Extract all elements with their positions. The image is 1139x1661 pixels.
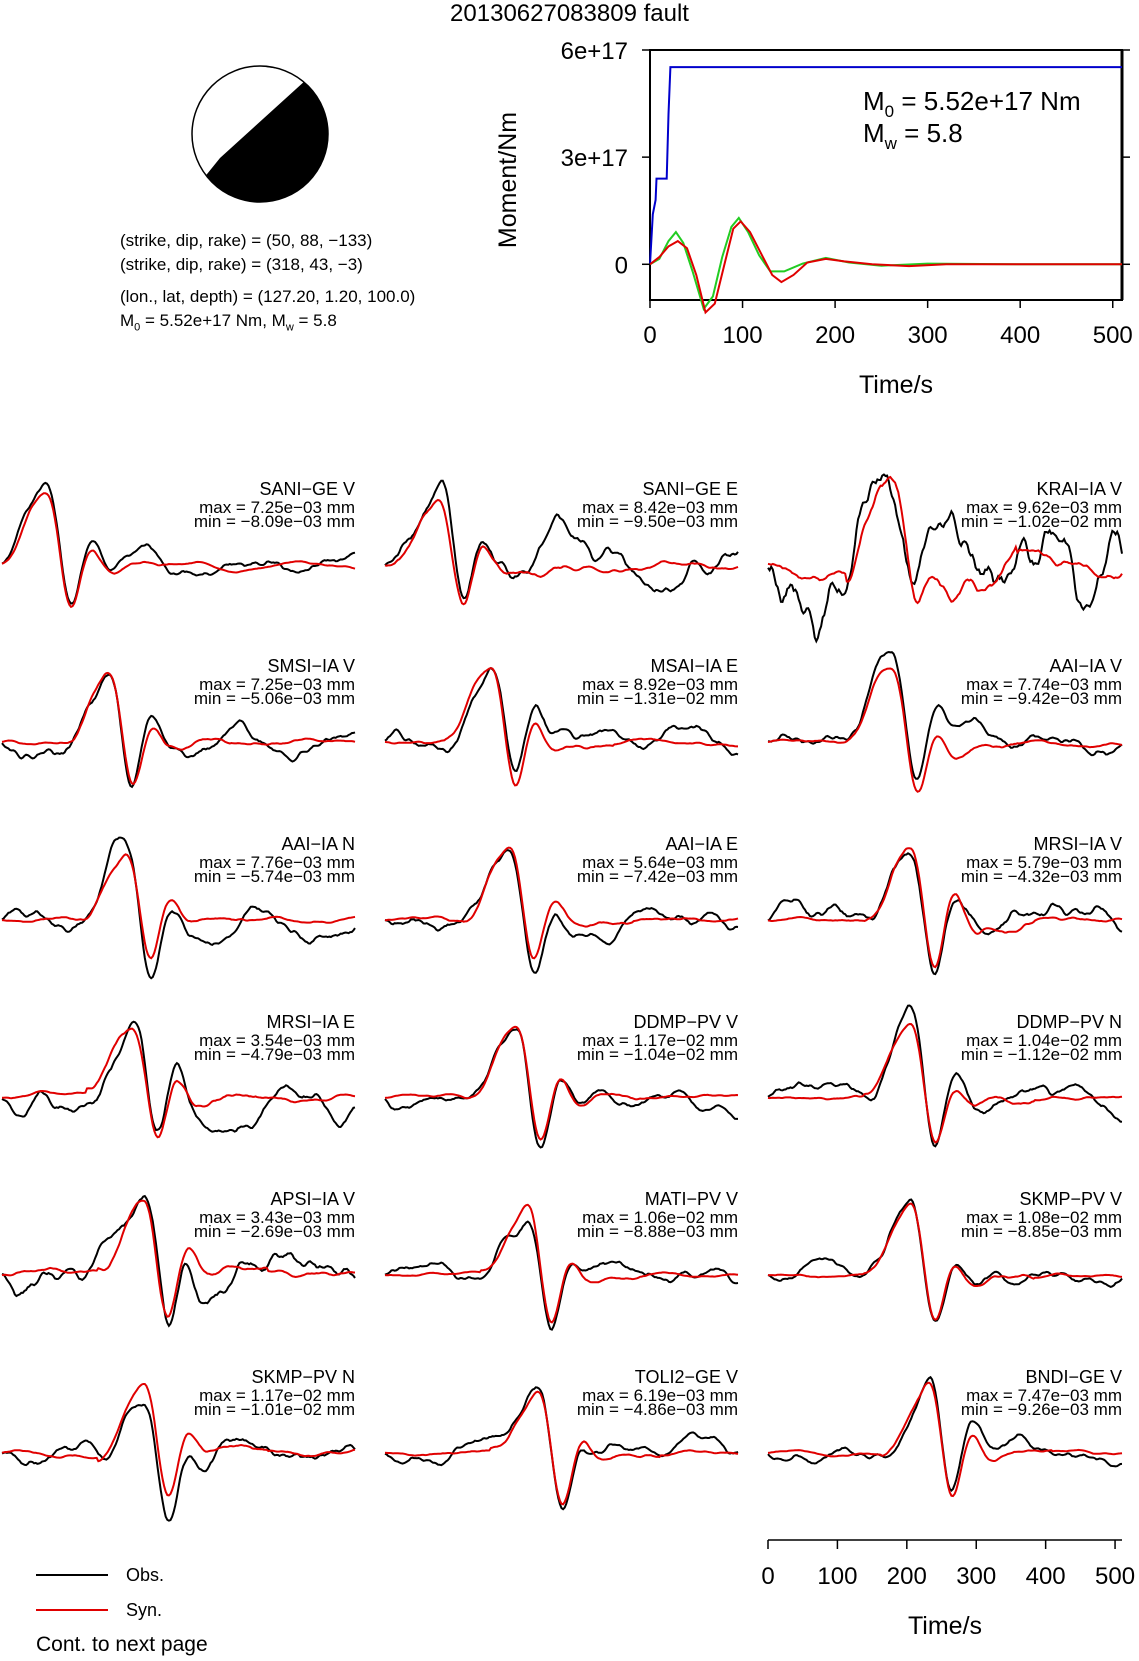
trace-min-label: min = −8.85e−03 mm: [960, 1222, 1122, 1241]
trace-panel: [385, 1367, 738, 1509]
trace-station-label: MSAI−IA E: [650, 656, 738, 676]
bottom-xtick-label: 400: [1025, 1563, 1066, 1590]
trace-station-label: AAI−IA V: [1049, 656, 1122, 676]
trace-min-label: min = −7.42e−03 mm: [576, 867, 738, 886]
legend-obs-label: Obs.: [126, 1565, 165, 1585]
trace-station-label: SKMP−PV N: [251, 1367, 355, 1387]
waveform-grid: [2, 475, 1122, 1521]
trace-panel: [768, 1006, 1122, 1147]
trace-panel: [768, 475, 1122, 642]
trace-max-label: max = 1.04e−02 mm: [966, 1031, 1122, 1050]
moment-ylabel: Moment/Nm: [494, 111, 522, 249]
fault-plane-2: (strike, dip, rake) = (318, 43, −3): [120, 255, 363, 274]
trace-max-label: max = 7.47e−03 mm: [966, 1386, 1122, 1405]
trace-min-label: min = −1.12e−02 mm: [960, 1045, 1122, 1064]
trace-panel: [385, 834, 738, 973]
trace-panel: [2, 834, 355, 978]
trace-max-label: max = 1.17e−02 mm: [199, 1386, 355, 1405]
trace-max-label: max = 3.43e−03 mm: [199, 1208, 355, 1227]
trace-max-label: max = 1.17e−02 mm: [582, 1031, 738, 1050]
trace-min-label: min = −8.88e−03 mm: [576, 1222, 738, 1241]
moment-ytick-label: 0: [614, 252, 628, 280]
trace-station-label: MRSI−IA V: [1033, 834, 1122, 854]
moment-info: $M_0 = 5.52e+17$ Nm, $M_w = 5.8$: [120, 311, 337, 334]
trace-min-label: min = −1.01e−02 mm: [193, 1400, 355, 1419]
trace-min-label: min = −9.50e−03 mm: [576, 512, 738, 531]
trace-max-label: max = 3.54e−03 mm: [199, 1031, 355, 1050]
trace-min-label: min = −4.32e−03 mm: [960, 867, 1122, 886]
location-info: (lon., lat, depth) = (127.20, 1.20, 100.0): [120, 287, 416, 306]
trace-max-label: max = 6.19e−03 mm: [582, 1386, 738, 1405]
trace-max-label: max = 7.25e−03 mm: [199, 498, 355, 517]
trace-panel: [768, 1367, 1122, 1496]
trace-max-label: max = 7.76e−03 mm: [199, 853, 355, 872]
trace-station-label: APSI−IA V: [270, 1189, 355, 1209]
trace-panel: [2, 1189, 355, 1326]
trace-panel: [768, 834, 1122, 974]
trace-panel: [2, 656, 355, 787]
moment-xtick-label: 100: [722, 322, 763, 349]
trace-min-label: min = −1.31e−02 mm: [576, 689, 738, 708]
trace-max-label: max = 1.06e−02 mm: [582, 1208, 738, 1227]
trace-station-label: TOLI2−GE V: [634, 1367, 738, 1387]
trace-min-label: min = −5.74e−03 mm: [193, 867, 355, 886]
trace-max-label: max = 5.64e−03 mm: [582, 853, 738, 872]
bottom-xlabel: Time/s: [907, 1612, 983, 1640]
moment-xtick-label: 300: [907, 322, 948, 349]
trace-max-label: max = 7.25e−03 mm: [199, 675, 355, 694]
trace-panel: [2, 1012, 355, 1137]
continue-note: Cont. to next page: [36, 1633, 208, 1656]
trace-min-label: min = −9.42e−03 mm: [960, 689, 1122, 708]
trace-panel: [385, 1189, 738, 1330]
trace-station-label: SMSI−IA V: [267, 656, 355, 676]
trace-min-label: min = −5.06e−03 mm: [193, 689, 355, 708]
trace-panel: [385, 1012, 738, 1148]
bottom-xtick-label: 0: [761, 1563, 775, 1590]
moment-ytick-label: 3e+17: [560, 145, 628, 173]
moment-xlabel: Time/s: [858, 371, 934, 399]
trace-station-label: BNDI−GE V: [1025, 1367, 1122, 1387]
trace-panel: [768, 1189, 1122, 1321]
trace-panel: [2, 1367, 355, 1521]
trace-max-label: max = 9.62e−03 mm: [966, 498, 1122, 517]
trace-min-label: min = −1.04e−02 mm: [576, 1045, 738, 1064]
trace-station-label: MATI−PV V: [644, 1189, 738, 1209]
bottom-xtick-label: 500: [1095, 1563, 1136, 1590]
trace-panel: [2, 479, 355, 607]
trace-min-label: min = −1.02e−02 mm: [960, 512, 1122, 531]
moment-annotation-m0: $M_0 = 5.52e+17$ Nm: [863, 86, 1081, 121]
legend-syn-label: Syn.: [126, 1600, 163, 1620]
fault-plane-1: (strike, dip, rake) = (50, 88, −133): [120, 231, 373, 250]
trace-min-label: min = −4.79e−03 mm: [193, 1045, 355, 1064]
trace-station-label: SANI−GE V: [259, 479, 355, 499]
bottom-xtick-label: 300: [956, 1563, 997, 1590]
trace-max-label: max = 8.42e−03 mm: [582, 498, 738, 517]
trace-station-label: DDMP−PV V: [633, 1012, 738, 1032]
trace-station-label: SKMP−PV V: [1019, 1189, 1122, 1209]
moment-xtick-label: 400: [1000, 322, 1041, 349]
trace-station-label: MRSI−IA E: [266, 1012, 355, 1032]
trace-min-label: min = −8.09e−03 mm: [193, 512, 355, 531]
figure-title: 20130627083809 fault: [450, 0, 689, 27]
trace-station-label: DDMP−PV N: [1016, 1012, 1122, 1032]
time-axis-bottom: [761, 1540, 1135, 1640]
trace-station-label: SANI−GE E: [642, 479, 738, 499]
trace-panel: [768, 652, 1122, 792]
trace-max-label: max = 8.92e−03 mm: [582, 675, 738, 694]
trace-min-label: min = −9.26e−03 mm: [960, 1400, 1122, 1419]
moment-xtick-label: 500: [1092, 322, 1133, 349]
moment-xtick-label: 200: [815, 322, 856, 349]
beachball-icon: [178, 0, 345, 210]
bottom-xtick-label: 200: [886, 1563, 927, 1590]
trace-panel: [385, 656, 738, 785]
trace-max-label: max = 5.79e−03 mm: [966, 853, 1122, 872]
moment-panel: [494, 38, 1133, 399]
trace-min-label: min = −2.69e−03 mm: [193, 1222, 355, 1241]
moment-annotation-mw: $M_w = 5.8$: [863, 118, 963, 153]
trace-max-label: max = 1.08e−02 mm: [966, 1208, 1122, 1227]
trace-station-label: AAI−IA E: [665, 834, 738, 854]
bottom-xtick-label: 100: [817, 1563, 858, 1590]
trace-panel: [385, 479, 738, 604]
moment-xtick-label: 0: [643, 322, 657, 349]
trace-station-label: KRAI−IA V: [1036, 479, 1122, 499]
moment-ytick-label: 6e+17: [560, 38, 628, 65]
trace-min-label: min = −4.86e−03 mm: [576, 1400, 738, 1419]
trace-max-label: max = 7.74e−03 mm: [966, 675, 1122, 694]
trace-station-label: AAI−IA N: [281, 834, 355, 854]
